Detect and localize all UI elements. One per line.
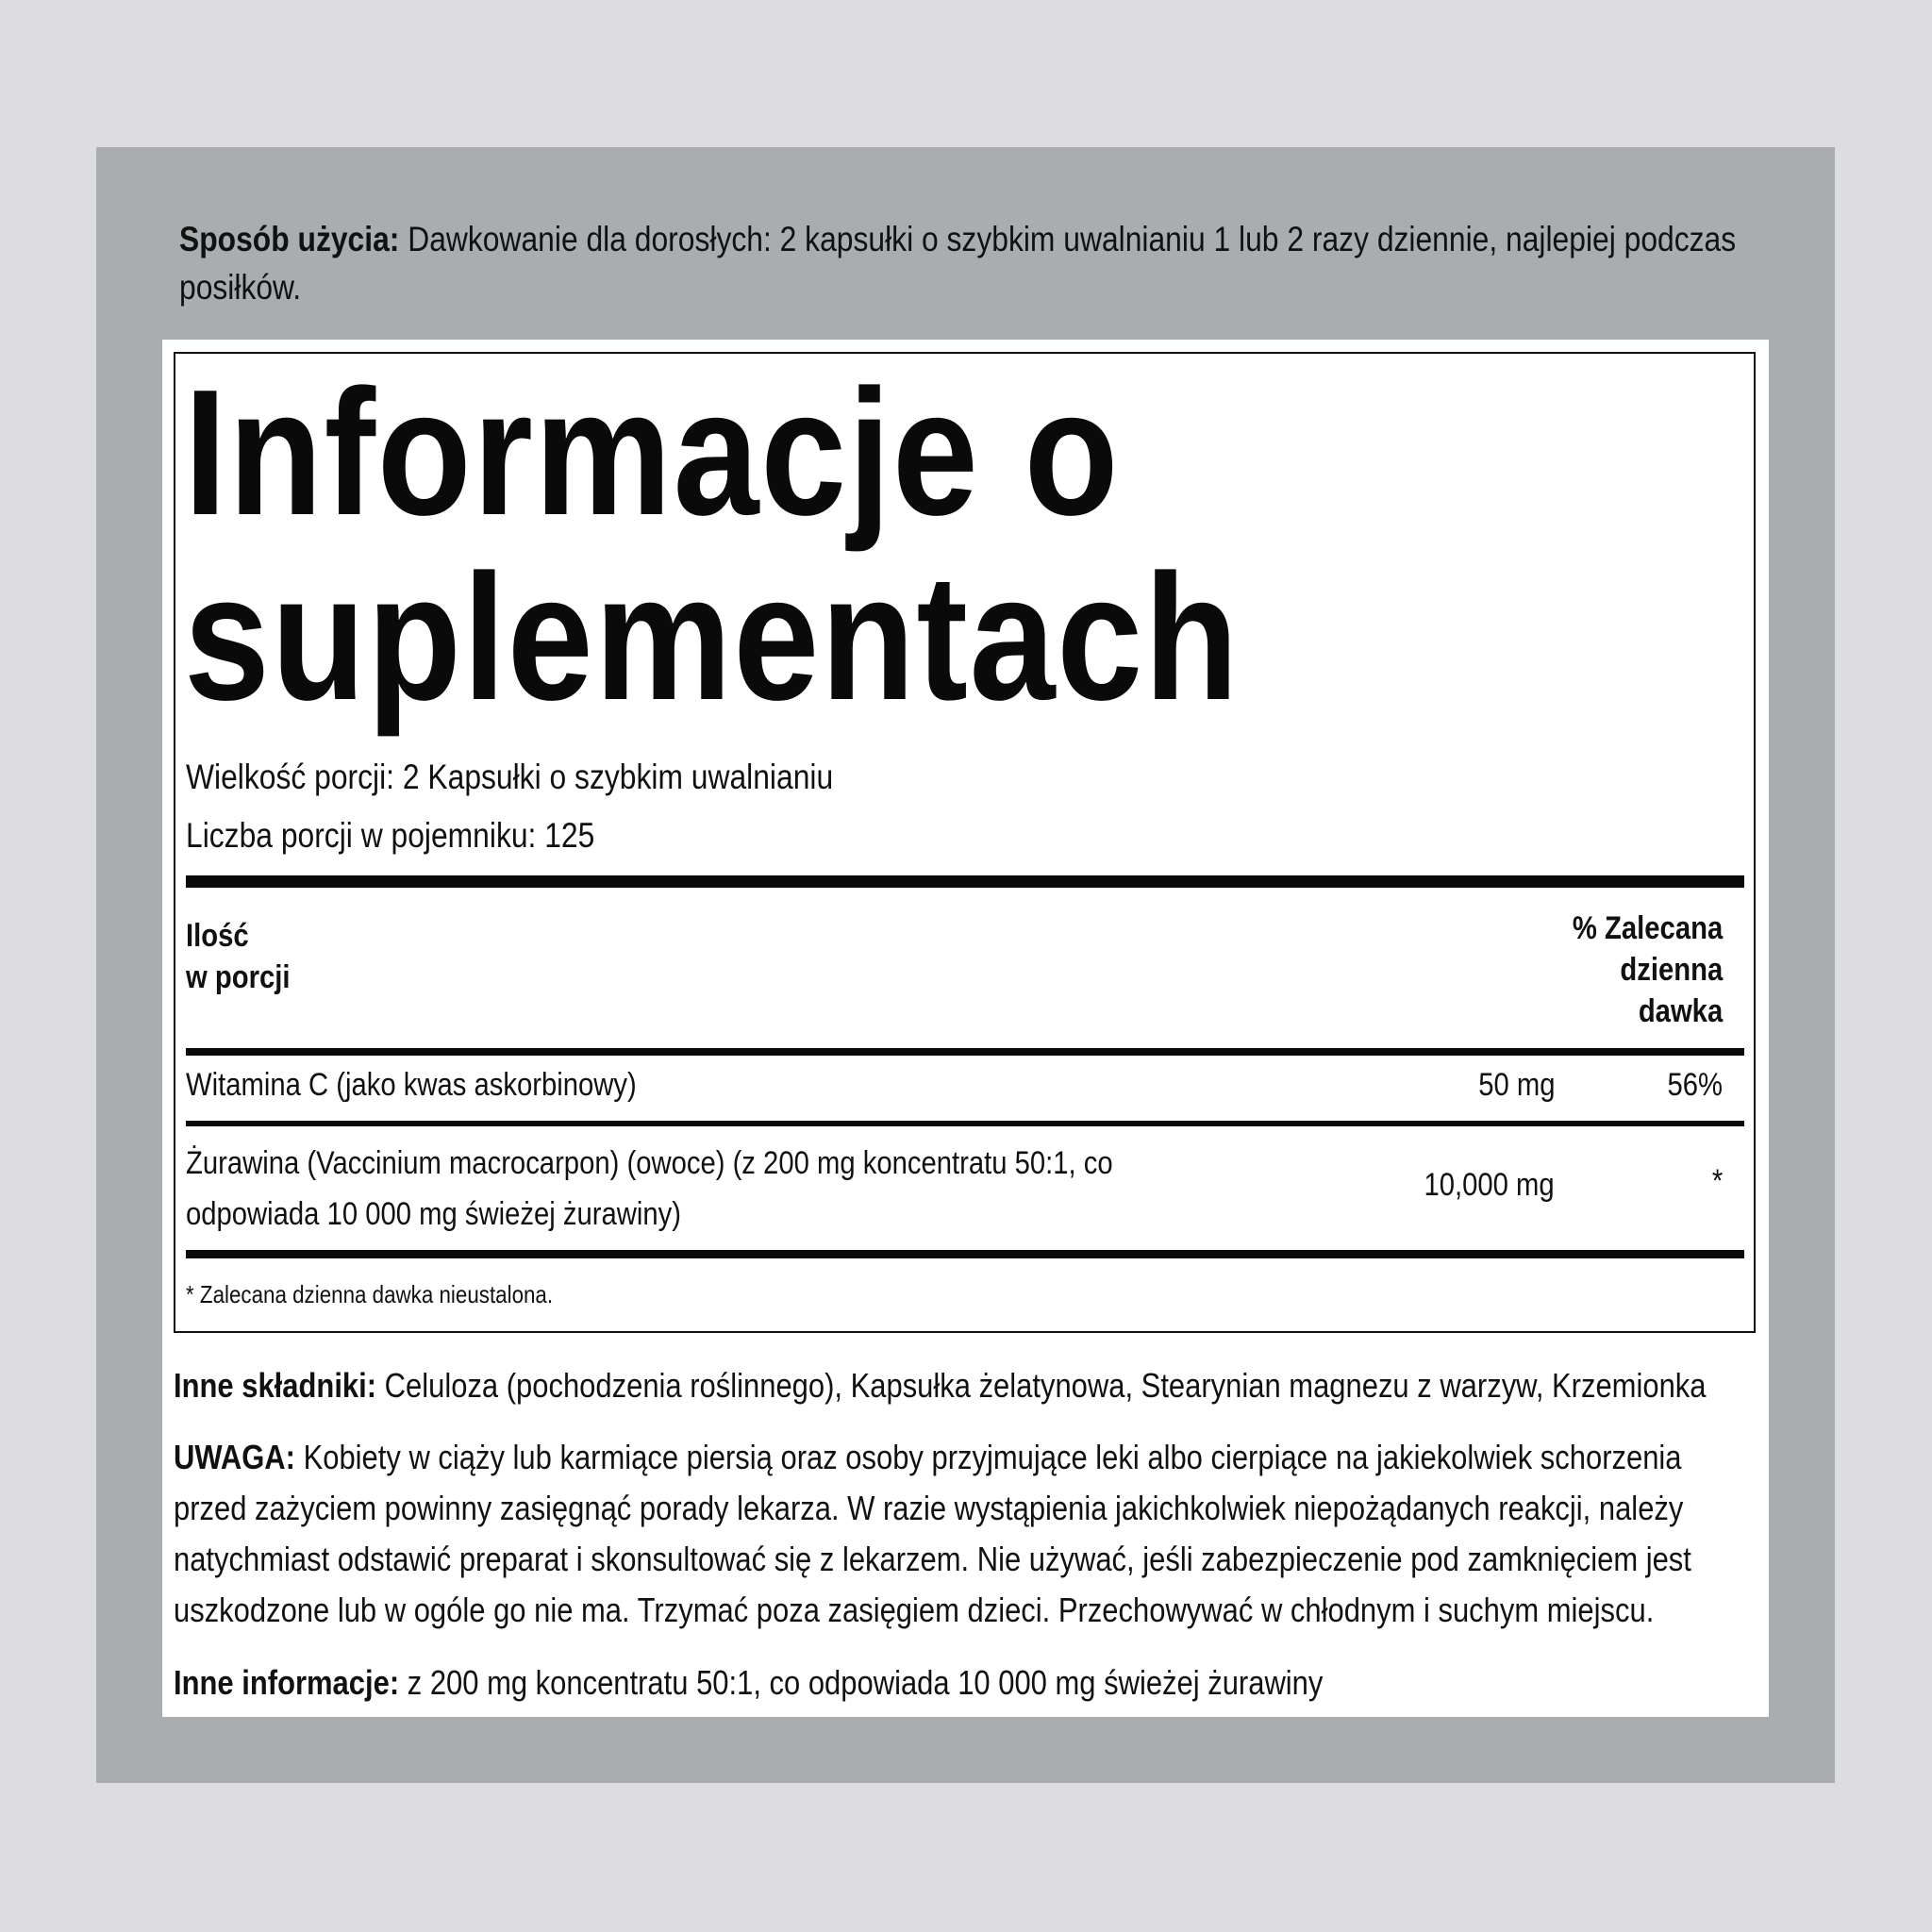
daily-value-footnote: * Zalecana dzienna dawka nieustalona. xyxy=(186,1280,554,1308)
bottom-divider xyxy=(186,1250,1744,1258)
nutrient-name-cranberry-line-1: Żurawina (Vaccinium macrocarpon) (owoce) (z 200 mg koncentratu 50:1, co xyxy=(186,1145,1113,1181)
other-info-body: z 200 mg koncentratu 50:1, co odpowiada 10 000 mg świeżej żurawiny xyxy=(399,1663,1324,1702)
nutrient-dv-vitamin-c: 56% xyxy=(1667,1067,1723,1103)
nutrient-name-cranberry-line-2: odpowiada 10 000 mg świeżej żurawiny) xyxy=(186,1196,681,1232)
daily-value-header xyxy=(1573,908,1723,1032)
directions-text xyxy=(179,215,1761,311)
header-left-line-2: w porcji xyxy=(186,959,291,995)
nutrient-name-vitamin-c: Witamina C (jako kwas askorbinowy) xyxy=(186,1067,637,1103)
nutrient-amount-cranberry: 10,000 mg xyxy=(1424,1167,1555,1203)
other-info-text xyxy=(174,1657,1747,1708)
title-line-2: suplementach xyxy=(184,538,1241,738)
thick-divider xyxy=(186,875,1744,888)
other-info-label: Inne informacje: xyxy=(174,1663,400,1702)
header-divider xyxy=(186,1048,1744,1056)
header-right-line-1: % Zalecana xyxy=(1572,910,1723,946)
supplement-facts-title xyxy=(184,353,1241,738)
other-ingredients-label: Inne składniki: xyxy=(174,1366,377,1405)
servings-per-container: Liczba porcji w pojemniku: 125 xyxy=(186,816,595,855)
warning-body: Kobiety w ciąży lub karmiące piersią oraz osoby przyjmujące leki albo cierpiące na jakiekolwiek schorzenia przed zażyciem powinny zasięgnąć porady lekarza. W razie wystąpienia jakichkolwiek niepożądanych reakcji, należy natychmiast odstawić preparat i skonsultować się z lekarzem. Nie używać, jeśli zabezpieczenie pod zamknięciem jest uszkodzone lub w ogóle go nie ma. Trzymać poza zasięgiem dzieci. Przechowywać w chłodnym i suchym miejscu. xyxy=(174,1438,1691,1629)
serving-size: Wielkość porcji: 2 Kapsułki o szybkim uwalnianiu xyxy=(186,758,834,796)
warning-label: UWAGA: xyxy=(174,1438,295,1476)
amount-per-serving-header xyxy=(186,915,290,998)
nutrient-amount-vitamin-c: 50 mg xyxy=(1477,1067,1555,1103)
header-right-line-2: dzienna xyxy=(1620,952,1723,988)
directions-body: Dawkowanie dla dorosłych: 2 kapsułki o szybkim uwalnianiu 1 lub 2 razy dziennie, najlepiej podczas posiłków. xyxy=(179,220,1737,307)
other-ingredients-text xyxy=(174,1360,1747,1411)
header-left-line-1: Ilość xyxy=(186,918,249,954)
other-ingredients-body: Celuloza (pochodzenia roślinnego), Kapsułka żelatynowa, Stearynian magnezu z warzyw, Krzemionka xyxy=(376,1366,1707,1405)
row-divider xyxy=(186,1121,1744,1126)
title-line-1: Informacje o xyxy=(184,353,1121,553)
nutrient-dv-cranberry: * xyxy=(1711,1163,1723,1199)
header-right-line-3: dawka xyxy=(1638,993,1723,1029)
directions-label: Sposób użycia: xyxy=(179,220,400,258)
warning-text xyxy=(174,1432,1747,1636)
